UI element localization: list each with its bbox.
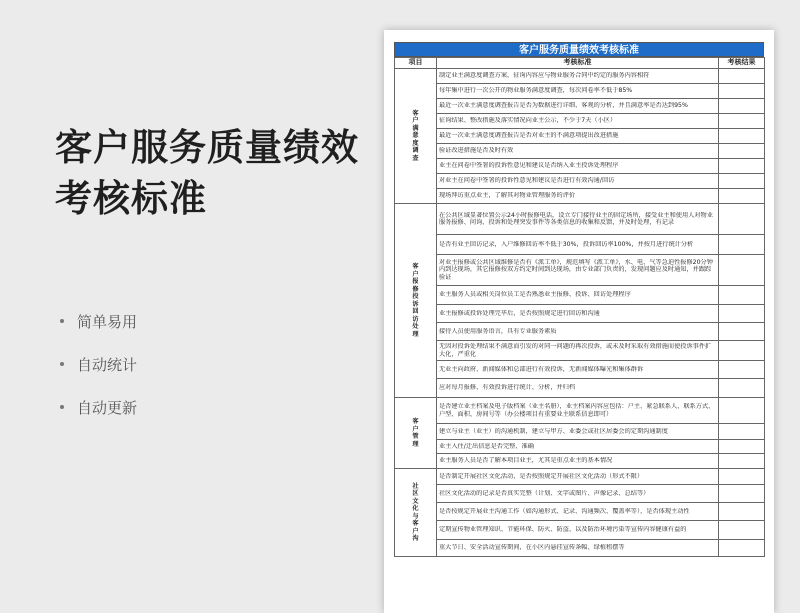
table-row — [395, 424, 765, 440]
standard-cell — [437, 398, 719, 424]
result-cell[interactable] — [719, 159, 765, 174]
standard-text: 业主报修或投诉处理完毕后，是否按照规定进行回访和沟通 — [439, 309, 600, 317]
standard-cell — [437, 189, 719, 204]
header-item: 项目 — [395, 58, 437, 69]
category-cell — [395, 204, 437, 398]
result-cell[interactable] — [719, 485, 765, 503]
category-cell — [395, 69, 437, 204]
bullet-icon — [60, 405, 64, 409]
table-row — [395, 485, 765, 503]
table-row — [395, 286, 765, 305]
category-label: 客户管理 — [412, 418, 419, 448]
standard-text: 业主服务人员是否了解本项目业主，尤其是重点业主的基本情况 — [439, 457, 613, 465]
standard-cell — [437, 144, 719, 159]
standard-text: 在公共区域显著位置公示24小时报修电话，设立专门接待业主的固定场所，接受业主和使用人对物业服务报修、问询、投诉和处理突发事件等各类信息的收集和反馈，并及时处理，有记录 — [439, 211, 713, 226]
table-row — [395, 540, 765, 557]
standard-cell — [437, 235, 719, 255]
bullet-icon — [60, 319, 64, 323]
standard-cell — [437, 379, 719, 398]
table-row — [395, 440, 765, 454]
standard-cell — [437, 469, 719, 485]
standard-text: 是否建立业主档案及电子版档案（业主名册），业主档案内容应包括：户主、紧急联系人、联系方式、户型、面积、房间号等（办公楼项目有重要业主联系信息即可） — [439, 403, 715, 418]
standard-cell — [437, 255, 719, 286]
standard-cell — [437, 286, 719, 305]
standard-cell — [437, 521, 719, 540]
table-row — [395, 454, 765, 469]
category-label: 客户报修投诉回访处理 — [412, 263, 419, 338]
standard-text: 最近一次业主满意度调查报告是否对业主的不满意项提出改进措施 — [439, 132, 619, 140]
result-cell[interactable] — [719, 129, 765, 144]
table-row — [395, 144, 765, 159]
standard-cell — [437, 99, 719, 114]
standard-text: 应对每月报修、有效投诉进行统计、分析，并归档 — [439, 384, 576, 392]
standard-text: 建立与业主（业主）的沟通机制，建立与甲方、业委会或社区居委会的定期沟通制度 — [439, 427, 668, 435]
table-row — [395, 174, 765, 189]
result-cell[interactable] — [719, 114, 765, 129]
standard-cell — [437, 323, 719, 341]
result-cell[interactable] — [719, 503, 765, 521]
feature-list — [60, 312, 137, 441]
standard-cell — [437, 305, 719, 323]
result-cell[interactable] — [719, 323, 765, 341]
spreadsheet-preview — [384, 30, 774, 613]
result-cell[interactable] — [719, 341, 765, 361]
table-row — [395, 255, 765, 286]
standard-text: 是否有业主回访记录，入户维修回访率不低于30%，投诉回访率100%，并按月进行统计分析 — [439, 240, 694, 248]
table-row — [395, 99, 765, 114]
standard-cell — [437, 540, 719, 557]
standard-text: 验证改进措施是否及时有效 — [439, 147, 514, 155]
table-row — [395, 341, 765, 361]
category-cell — [395, 398, 437, 469]
table-body — [395, 69, 765, 557]
standard-cell — [437, 204, 719, 235]
result-cell[interactable] — [719, 69, 765, 84]
standard-text: 业主在问卷中签署的投诉性意见和建议是否纳入业主投诉处理程序 — [439, 162, 619, 170]
table-row — [395, 129, 765, 144]
standard-text: 每年集中进行一次公开的物业服务满意度调查，每次问卷率不低于85% — [439, 87, 633, 95]
table-row — [395, 521, 765, 540]
category-label: 客户满意度调查 — [412, 109, 419, 162]
standard-text: 业主入住/迁出信息是否完整、准确 — [439, 442, 534, 450]
category-label: 社区文化与客户沟 — [412, 482, 419, 542]
standard-text: 无因对投诉处理结果不满意而引发的对同一问题的再次投诉，或未及时采取有效措施而使投诉事件扩大化，严重化 — [439, 343, 712, 358]
table-row — [395, 469, 765, 485]
result-cell[interactable] — [719, 204, 765, 235]
standard-cell — [437, 174, 719, 189]
standard-cell — [437, 503, 719, 521]
standard-cell — [437, 361, 719, 379]
result-cell[interactable] — [719, 144, 765, 159]
result-cell[interactable] — [719, 440, 765, 454]
result-cell[interactable] — [719, 255, 765, 286]
result-cell[interactable] — [719, 84, 765, 99]
result-cell[interactable] — [719, 361, 765, 379]
standard-text: 业主服务人员或相关岗位员工是否熟悉业主报修、投诉、回访处理程序 — [439, 291, 631, 299]
table-row — [395, 235, 765, 255]
table-row — [395, 84, 765, 99]
category-cell — [395, 469, 437, 557]
table-row — [395, 114, 765, 129]
feature-label: 简单易用 — [77, 313, 138, 331]
result-cell[interactable] — [719, 540, 765, 557]
table-row — [395, 379, 765, 398]
feature-label: 自动更新 — [77, 399, 138, 417]
sheet-title: 客户服务质量绩效考核标准 — [394, 42, 764, 57]
table-row — [395, 361, 765, 379]
standard-text: 对业主在问卷中签署的投诉性意见和建议是否进行有效沟通/回访 — [439, 177, 615, 185]
table-row — [395, 189, 765, 204]
standard-text: 制定业主满意度调查方案，征询内容应与物业服务合同中约定的服务内容相符 — [439, 72, 650, 80]
standard-text: 重大节日、安全活动宣传期间，在小区内悬挂宣传条幅、绿植租摆等 — [439, 544, 625, 552]
standard-cell — [437, 159, 719, 174]
table-row — [395, 398, 765, 424]
table-row — [395, 503, 765, 521]
result-cell[interactable] — [719, 469, 765, 485]
result-cell[interactable] — [719, 235, 765, 255]
table-row — [395, 69, 765, 84]
table-row — [395, 204, 765, 235]
standard-text: 定期宣传物业管理知识、节能环保、防火、防盗、以及防治环境污染等宣传内容健康有益的 — [439, 526, 687, 534]
result-cell[interactable] — [719, 379, 765, 398]
standard-text: 社区文化活动的记录是否真实完整（计划、文字或图片、声像记录、总结等） — [439, 489, 650, 497]
standard-cell — [437, 485, 719, 503]
result-cell[interactable] — [719, 189, 765, 204]
standard-text: 现场拜访重点业主，了解其对物业管理服务的评价 — [439, 192, 576, 200]
result-cell[interactable] — [719, 174, 765, 189]
feature-item — [60, 398, 137, 441]
standard-text: 是否按规定开展业主沟通工作（如沟通形式、记录、沟通频次、覆盖率等），是否体现主动性 — [439, 507, 690, 515]
standard-cell — [437, 69, 719, 84]
feature-item — [60, 312, 137, 355]
header-standard: 考核标准 — [437, 58, 719, 69]
standard-cell — [437, 424, 719, 440]
standard-cell — [437, 440, 719, 454]
feature-label: 自动统计 — [77, 356, 138, 374]
assessment-table — [394, 57, 765, 557]
table-row — [395, 305, 765, 323]
standard-text: 是否制定开展社区文化活动，是否按照规定开展社区文化活动（形式不限） — [439, 472, 644, 480]
result-cell[interactable] — [719, 99, 765, 114]
bullet-icon — [60, 362, 64, 366]
standard-text: 接待人员使用服务语言，具有专业服务素质 — [439, 327, 557, 335]
standard-cell — [437, 129, 719, 144]
table-row — [395, 323, 765, 341]
result-cell[interactable] — [719, 305, 765, 323]
result-cell[interactable] — [719, 454, 765, 469]
standard-text: 无业主向政府、新闻媒体和总部进行有效投诉，无新闻媒体曝光和集体群诉 — [439, 365, 644, 373]
result-cell[interactable] — [719, 521, 765, 540]
table-header-row — [395, 58, 765, 69]
feature-item — [60, 355, 137, 398]
header-result: 考核结果 — [719, 58, 765, 69]
standard-cell — [437, 454, 719, 469]
standard-cell — [437, 114, 719, 129]
standard-cell — [437, 84, 719, 99]
standard-text: 最近一次业主满意度调查报告是否为数据进行详细、客观的分析，并且满意率是否达到95% — [439, 102, 688, 110]
result-cell[interactable] — [719, 424, 765, 440]
standard-text: 征询结果、整改措施及落实情况向业主公示，不少于7天（小区） — [439, 117, 617, 125]
standard-cell — [437, 341, 719, 361]
table-row — [395, 159, 765, 174]
page-title: 客户服务质量绩效考核标准 — [55, 126, 359, 220]
result-cell[interactable] — [719, 286, 765, 305]
result-cell[interactable] — [719, 398, 765, 424]
standard-text: 对业主报修或公共区域维修是否有《派工单》，规范填写《派工单》，水、电、气等急迫性报修20分钟内到达现场，其它报修按双方约定时间到达现场，由专业部门负责的，发现问题应及时通知，并跟踪验证 — [439, 258, 713, 281]
